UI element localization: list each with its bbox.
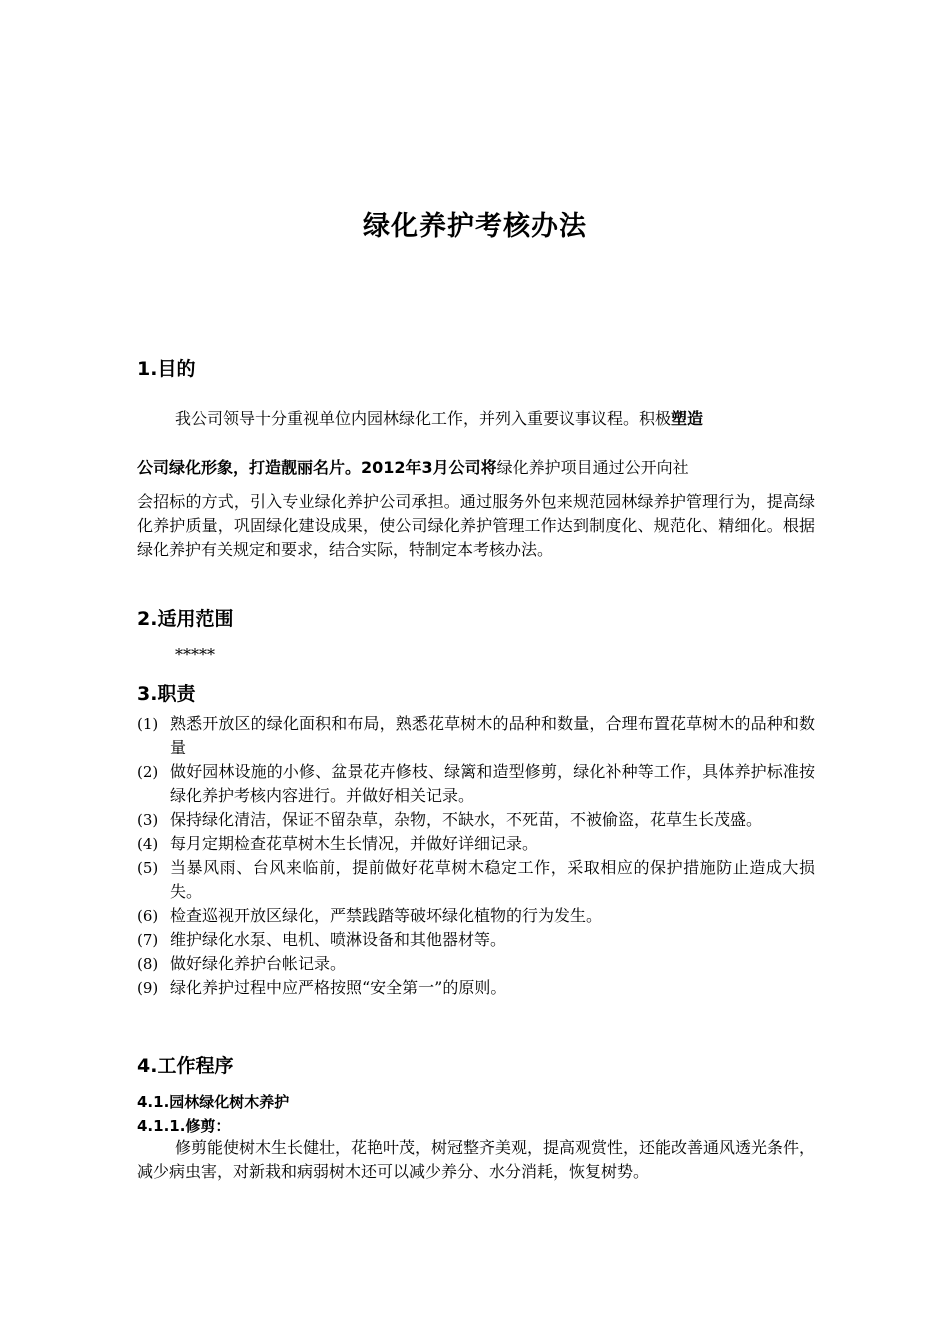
- pruning-paragraph: 修剪能使树木生长健壮，花艳叶茂，树冠整齐美观，提高观赏性，还能改善通风透光条件，减少病虫害，对新栽和病弱树木还可以减少养分、水分消耗，恢复树势。: [137, 1138, 816, 1181]
- list-item: [137, 712, 815, 760]
- list-item: [137, 904, 815, 928]
- list-item-number: (8): [137, 955, 159, 973]
- list-item-text: 做好园林设施的小修、盆景花卉修枝、绿篱和造型修剪，绿化补种等工作，具体养护标准按绿化养护考核内容进行。并做好相关记录。: [170, 762, 815, 805]
- list-item: [137, 928, 815, 952]
- list-item: [137, 976, 815, 1000]
- section-heading-procedure: 4.工作程序: [137, 1055, 234, 1077]
- purpose-line-1-text: 我公司领导十分重视单位内园林绿化工作，并列入重要议事议程。积极: [175, 409, 672, 428]
- list-item-number: (1): [137, 715, 159, 733]
- subsection-heading-tree-care: 4.1.园林绿化树木养护: [137, 1093, 290, 1111]
- list-item-number: (6): [137, 907, 159, 925]
- purpose-line-1-bold: 塑造: [671, 409, 704, 428]
- list-item: [137, 832, 815, 856]
- purpose-line-1: [137, 406, 815, 429]
- section-heading-duties: 3.职责: [137, 683, 196, 705]
- list-item: [137, 808, 815, 832]
- list-item-text: 保持绿化清洁，保证不留杂草，杂物，不缺水，不死苗，不被偷盗，花草生长茂盛。: [170, 810, 763, 829]
- list-item-text: 绿化养护过程中应严格按照“安全第一”的原则。: [170, 978, 507, 997]
- list-item: [137, 760, 815, 808]
- list-item-number: (7): [137, 931, 159, 949]
- list-item-number: (9): [137, 979, 159, 997]
- section-heading-scope: 2.适用范围: [137, 608, 234, 630]
- subsection-heading-pruning: 4.1.1.修剪：: [137, 1117, 231, 1135]
- scope-content: *****: [175, 645, 215, 664]
- list-item-number: (5): [137, 859, 159, 877]
- purpose-line-2-bold: 公司绿化形象，打造靓丽名片。2012年3月公司将: [137, 458, 497, 477]
- purpose-line-2-text: 绿化养护项目通过公开向社: [496, 458, 689, 477]
- purpose-paragraph-rest: 会招标的方式，引入专业绿化养护公司承担。通过服务外包来规范园林绿养护管理行为，提高绿化养护质量，巩固绿化建设成果，使公司绿化养护管理工作达到制度化、规范化、精细化。根据绿化养护有关规定和要求，结合实际，特制定本考核办法。: [137, 492, 815, 559]
- list-item: [137, 952, 815, 976]
- purpose-line-2: [137, 455, 815, 478]
- document-title: 绿化养护考核办法: [363, 211, 587, 242]
- list-item-number: (2): [137, 763, 159, 781]
- list-item-text: 熟悉开放区的绿化面积和布局，熟悉花草树木的品种和数量，合理布置花草树木的品种和数量: [170, 714, 815, 757]
- section-heading-purpose: 1.目的: [137, 358, 196, 380]
- list-item-text: 当暴风雨、台风来临前，提前做好花草树木稳定工作，采取相应的保护措施防止造成大损失。: [170, 858, 815, 901]
- list-item-text: 做好绿化养护台帐记录。: [170, 954, 347, 973]
- duties-list: [137, 712, 815, 1000]
- list-item-text: 每月定期检查花草树木生长情况，并做好详细记录。: [170, 834, 539, 853]
- list-item-text: 维护绿化水泵、电机、喷淋设备和其他器材等。: [170, 930, 507, 949]
- list-item-number: (4): [137, 835, 159, 853]
- list-item: [137, 856, 815, 904]
- list-item-text: 检查巡视开放区绿化，严禁践踏等破坏绿化植物的行为发生。: [170, 906, 603, 925]
- list-item-number: (3): [137, 811, 159, 829]
